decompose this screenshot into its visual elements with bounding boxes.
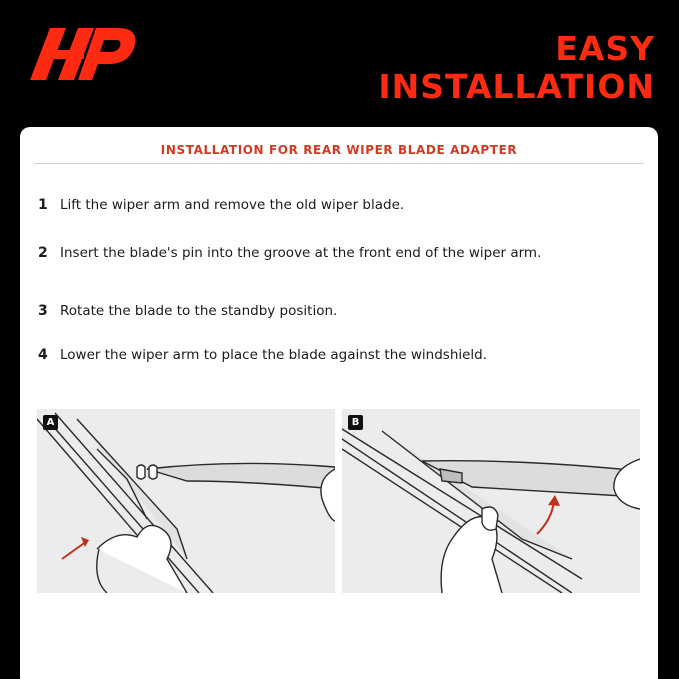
panel-badge-a: A: [43, 415, 58, 430]
step-number: 4: [38, 347, 48, 363]
step-text: Rotate the blade to the standby position.: [60, 303, 338, 319]
panel-badge-b: B: [348, 415, 363, 430]
card-title: INSTALLATION FOR REAR WIPER BLADE ADAPTER: [160, 143, 518, 157]
step-text: Lower the wiper arm to place the blade against the windshield.: [60, 347, 488, 363]
instruction-card: [20, 127, 658, 679]
step-text: Insert the blade's pin into the groove at the front end of the wiper arm.: [60, 245, 542, 261]
illustration-panel-a: [37, 409, 335, 593]
headline-line2: INSTALLATION: [378, 67, 655, 106]
step-2: [38, 245, 560, 261]
hand-wiper-blade-illustration: [342, 409, 640, 593]
step-number: 2: [38, 245, 48, 261]
step-4: [38, 347, 520, 363]
illustration-panel-b: [342, 409, 640, 593]
headline: [378, 30, 655, 106]
step-number: 1: [38, 197, 48, 213]
step-number: 3: [38, 303, 48, 319]
step-1: [38, 197, 560, 213]
step-3: [38, 303, 560, 319]
headline-line1: EASY: [555, 29, 655, 68]
ap-logo-icon: [30, 28, 140, 80]
step-text: Lift the wiper arm and remove the old wiper blade.: [60, 197, 405, 213]
hand-wiper-blade-illustration: [37, 409, 335, 593]
divider: [34, 163, 644, 164]
